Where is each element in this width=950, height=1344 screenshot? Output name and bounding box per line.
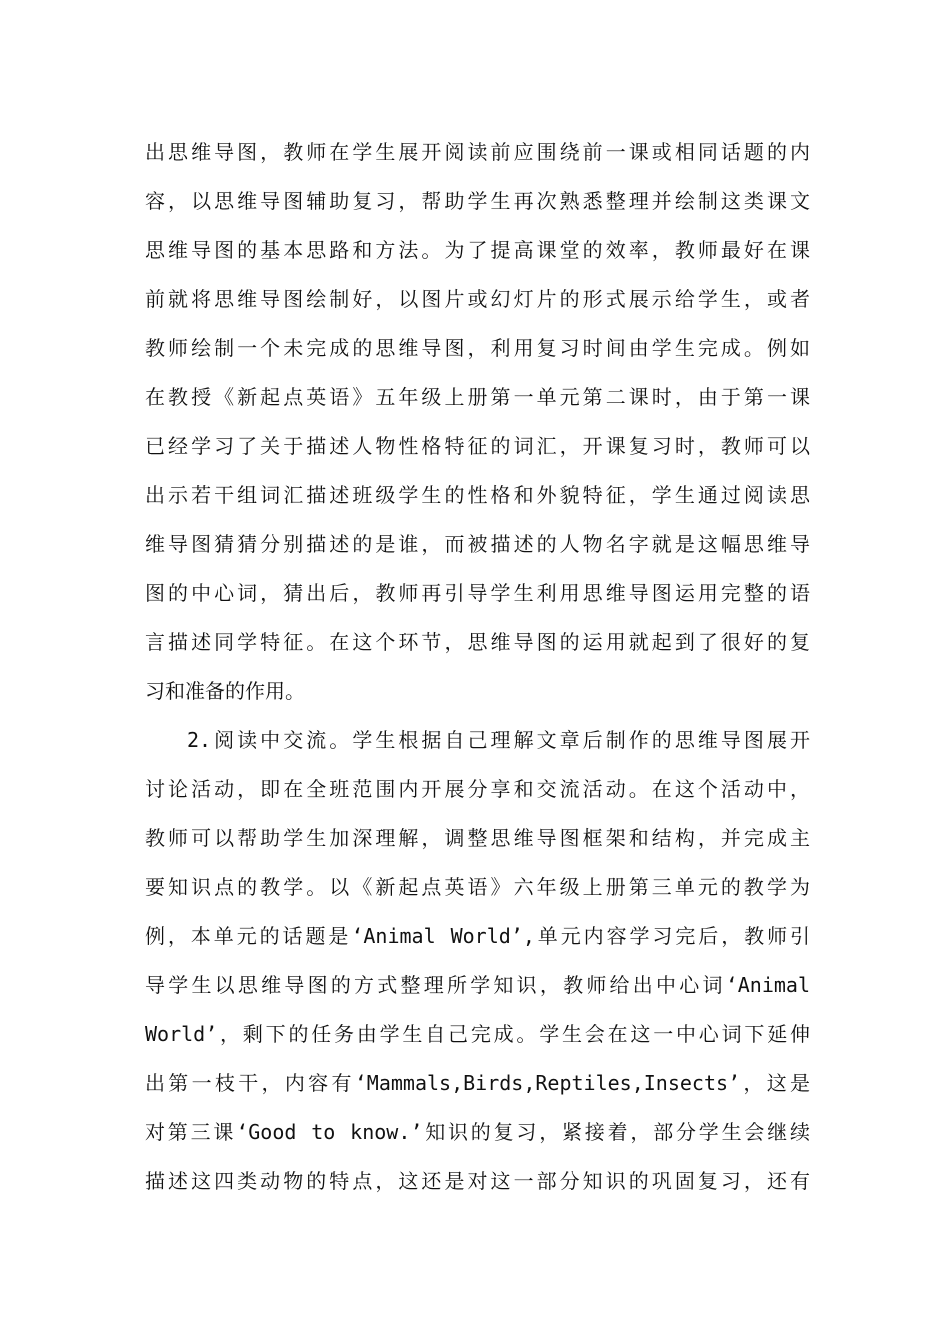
- text-line: 描述这四类动物的特点，这还是对这一部分知识的巩固复习，还有: [145, 1169, 810, 1193]
- text-line: 在教授《新起点英语》五年级上册第一单元第二课时，由于第一课: [145, 385, 810, 409]
- text-line: 前就将思维导图绘制好，以图片或幻灯片的形式展示给学生，或者: [145, 287, 810, 311]
- text-line: 教师可以帮助学生加深理解，调整思维导图框架和结构，并完成主: [145, 826, 810, 850]
- text-line: World’，剩下的任务由学生自己完成。学生会在这一中心词下延伸: [145, 1022, 810, 1046]
- text-line: 习和准备的作用。: [145, 679, 305, 703]
- paragraph-2: [145, 716, 810, 1206]
- text-line: 容，以思维导图辅助复习，帮助学生再次熟悉整理并绘制这类课文: [145, 189, 810, 213]
- text-line: 已经学习了关于描述人物性格特征的词汇，开课复习时，教师可以: [145, 434, 810, 458]
- text-line: 例，本单元的话题是‘Animal World’,单元内容学习完后，教师引: [145, 924, 810, 948]
- text-line: 导学生以思维导图的方式整理所学知识，教师给出中心词‘Animal: [145, 973, 810, 997]
- text-line: 讨论活动，即在全班范围内开展分享和交流活动。在这个活动中，: [145, 777, 810, 801]
- body-text: [145, 128, 810, 1206]
- text-line: 2.阅读中交流。学生根据自己理解文章后制作的思维导图展开: [187, 728, 810, 752]
- text-line: 维导图猜猜分别描述的是谁，而被描述的人物名字就是这幅思维导: [145, 532, 810, 556]
- text-line: 思维导图的基本思路和方法。为了提高课堂的效率，教师最好在课: [145, 238, 810, 262]
- text-line: 教师绘制一个未完成的思维导图，利用复习时间由学生完成。例如: [145, 336, 810, 360]
- text-line: 对第三课‘Good to know.’知识的复习，紧接着，部分学生会继续: [145, 1120, 810, 1144]
- text-line: 出第一枝干，内容有‘Mammals,Birds,Reptiles,Insects’，这是: [145, 1071, 810, 1095]
- text-line: 要知识点的教学。以《新起点英语》六年级上册第三单元的教学为: [145, 875, 810, 899]
- text-line: 出思维导图，教师在学生展开阅读前应围绕前一课或相同话题的内: [145, 140, 810, 164]
- text-line: 言描述同学特征。在这个环节，思维导图的运用就起到了很好的复: [145, 630, 810, 654]
- paragraph-1: [145, 128, 810, 716]
- text-line: 图的中心词，猜出后，教师再引导学生利用思维导图运用完整的语: [145, 581, 810, 605]
- text-line: 出示若干组词汇描述班级学生的性格和外貌特征，学生通过阅读思: [145, 483, 810, 507]
